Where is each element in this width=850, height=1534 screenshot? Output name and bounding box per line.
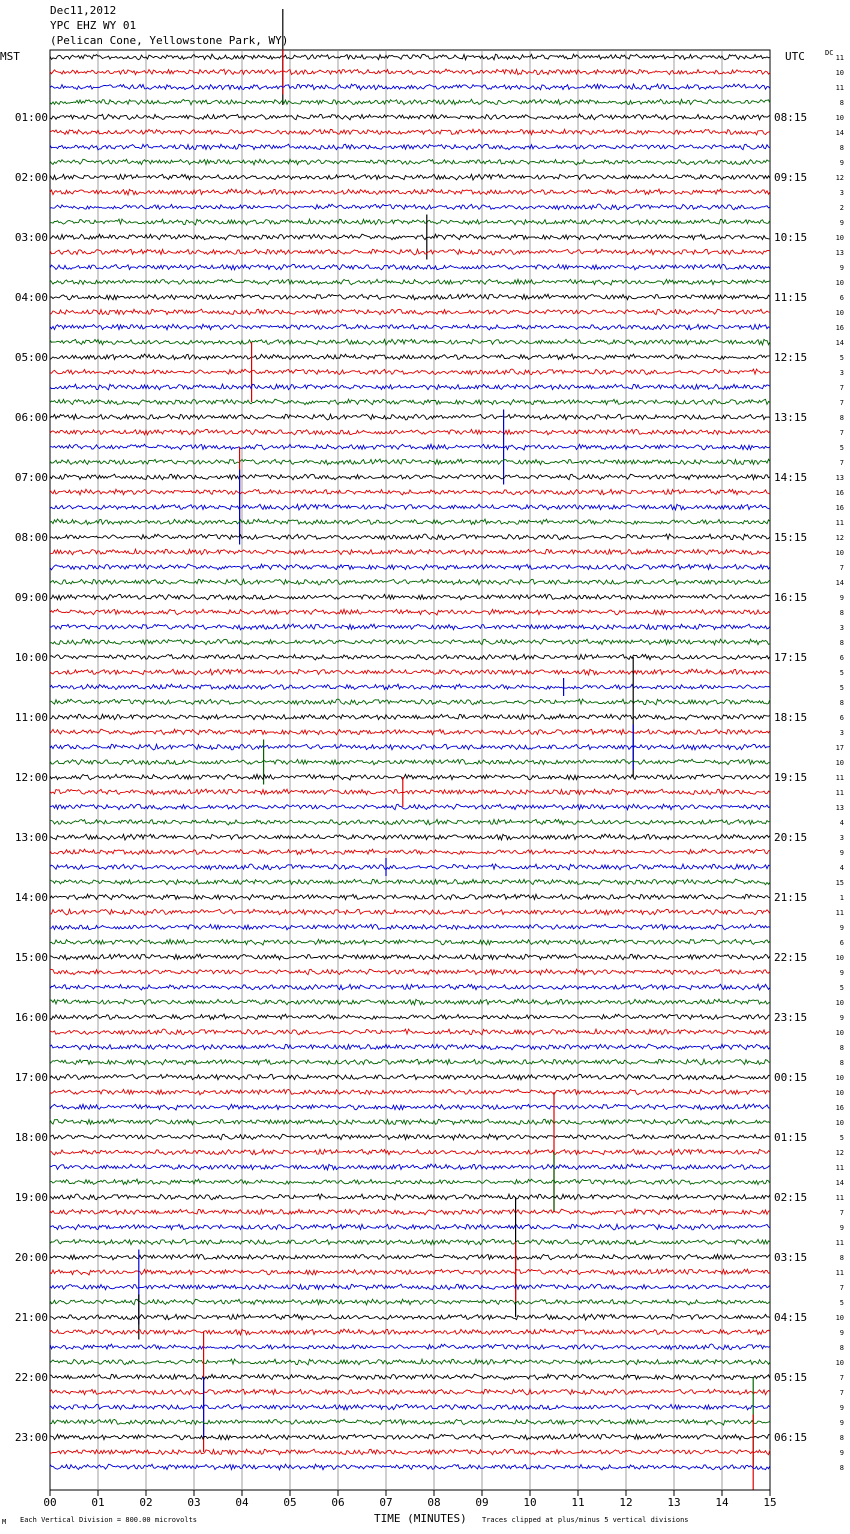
trace-row-26: [50, 444, 770, 450]
utc-hour-label-05:15: 05:15: [774, 1371, 808, 1384]
dc-offset-row-29: 16: [835, 489, 844, 497]
trace-row-44: [50, 714, 770, 720]
dc-offset-row-70: 16: [835, 1104, 844, 1112]
dc-offset-row-82: 7: [839, 1284, 844, 1292]
utc-hour-label-11:15: 11:15: [774, 291, 808, 304]
trace-row-23: [50, 399, 770, 405]
mst-hour-label-02:00: 02:00: [14, 171, 48, 184]
trace-row-17: [50, 309, 770, 315]
dc-offset-row-72: 5: [839, 1134, 844, 1142]
dc-offset-row-20: 5: [839, 354, 844, 362]
dc-offset-row-15: 10: [835, 279, 844, 287]
mst-hour-label-15:00: 15:00: [14, 951, 48, 964]
dc-offset-row-91: 9: [839, 1419, 844, 1427]
dc-offset-row-38: 3: [839, 624, 844, 632]
dc-offset-row-89: 7: [839, 1389, 844, 1397]
utc-hour-label-23:15: 23:15: [774, 1011, 808, 1024]
trace-row-30: [50, 504, 770, 510]
trace-row-12: [50, 234, 770, 240]
dc-offset-row-60: 10: [835, 954, 844, 962]
dc-offset-row-58: 9: [839, 924, 844, 932]
mst-hour-label-13:00: 13:00: [14, 831, 48, 844]
dc-offset-row-74: 11: [835, 1164, 844, 1172]
mst-hour-label-07:00: 07:00: [14, 471, 48, 484]
trace-row-9: [50, 189, 770, 195]
mst-label: MST: [0, 50, 20, 63]
x-tick-label-03: 03: [187, 1496, 201, 1509]
trace-row-19: [50, 339, 770, 345]
dc-offset-row-22: 7: [839, 384, 844, 392]
dc-offset-row-88: 7: [839, 1374, 844, 1382]
dc-offset-row-56: 1: [839, 894, 844, 902]
trace-row-78: [50, 1224, 770, 1230]
trace-row-43: [50, 699, 770, 705]
dc-offset-row-86: 8: [839, 1344, 844, 1352]
utc-hour-label-14:15: 14:15: [774, 471, 808, 484]
dc-offset-row-41: 5: [839, 669, 844, 677]
dc-offset-row-30: 16: [835, 504, 844, 512]
x-tick-label-09: 09: [475, 1496, 489, 1509]
trace-row-56: [50, 894, 770, 900]
utc-hour-label-15:15: 15:15: [774, 531, 808, 544]
dc-offset-row-66: 8: [839, 1044, 844, 1052]
trace-row-4: [50, 114, 770, 120]
dc-offset-row-51: 4: [839, 819, 844, 827]
x-tick-label-06: 06: [331, 1496, 345, 1509]
dc-offset-row-13: 13: [835, 249, 844, 257]
dc-offset-row-59: 6: [839, 939, 844, 947]
mst-hour-label-16:00: 16:00: [14, 1011, 48, 1024]
trace-row-75: [50, 1179, 770, 1185]
trace-row-36: [50, 594, 770, 599]
trace-row-85: [50, 1329, 770, 1335]
footer-mark: M: [2, 1518, 7, 1526]
trace-row-39: [50, 639, 770, 645]
dc-offset-row-35: 14: [835, 579, 844, 587]
x-tick-label-07: 07: [379, 1496, 393, 1509]
x-tick-label-11: 11: [571, 1496, 585, 1509]
mst-hour-label-19:00: 19:00: [14, 1191, 48, 1204]
trace-row-6: [50, 144, 770, 150]
trace-row-37: [50, 609, 770, 615]
dc-offset-row-6: 8: [839, 144, 844, 152]
trace-row-51: [50, 819, 770, 825]
trace-row-15: [50, 279, 770, 285]
dc-offset-row-18: 16: [835, 324, 844, 332]
dc-offset-row-12: 10: [835, 234, 844, 242]
utc-hour-label-04:15: 04:15: [774, 1311, 808, 1324]
mst-hour-label-01:00: 01:00: [14, 111, 48, 124]
trace-row-64: [50, 1014, 770, 1019]
utc-hour-label-02:15: 02:15: [774, 1191, 808, 1204]
trace-row-57: [50, 909, 770, 915]
utc-hour-label-13:15: 13:15: [774, 411, 808, 424]
x-tick-label-00: 00: [43, 1496, 57, 1509]
trace-row-45: [50, 729, 770, 735]
trace-row-68: [50, 1074, 770, 1080]
dc-offset-row-53: 9: [839, 849, 844, 857]
trace-row-76: [50, 1194, 770, 1200]
dc-label: DC: [825, 49, 834, 57]
dc-offset-row-34: 7: [839, 564, 844, 572]
trace-row-60: [50, 954, 770, 960]
trace-row-33: [50, 549, 770, 555]
x-tick-label-05: 05: [283, 1496, 297, 1509]
mst-hour-label-12:00: 12:00: [14, 771, 48, 784]
dc-offset-row-94: 8: [839, 1464, 844, 1472]
scale-note: Each Vertical Division = 800.00 microvolts: [20, 1516, 198, 1524]
dc-offset-row-47: 10: [835, 759, 844, 767]
dc-offset-row-65: 10: [835, 1029, 844, 1037]
x-tick-label-01: 01: [91, 1496, 105, 1509]
dc-offset-row-90: 9: [839, 1404, 844, 1412]
dc-offset-row-78: 9: [839, 1224, 844, 1232]
dc-offset-row-37: 8: [839, 609, 844, 617]
dc-offset-row-26: 5: [839, 444, 844, 452]
dc-offset-row-52: 3: [839, 834, 844, 842]
dc-offset-row-85: 9: [839, 1329, 844, 1337]
trace-row-73: [50, 1149, 770, 1155]
mst-hour-label-08:00: 08:00: [14, 531, 48, 544]
dc-offset-row-5: 14: [835, 129, 844, 137]
trace-row-54: [50, 864, 770, 870]
trace-row-10: [50, 204, 770, 210]
dc-offset-row-63: 10: [835, 999, 844, 1007]
dc-offset-row-24: 8: [839, 414, 844, 422]
utc-hour-label-22:15: 22:15: [774, 951, 808, 964]
clip-note: Traces clipped at plus/minus 5 vertical divisions: [482, 1516, 689, 1524]
trace-row-8: [50, 174, 770, 180]
mst-hour-label-03:00: 03:00: [14, 231, 48, 244]
dc-offset-row-77: 7: [839, 1209, 844, 1217]
dc-offset-row-23: 7: [839, 399, 844, 407]
trace-row-0: [50, 54, 770, 60]
x-tick-label-15: 15: [763, 1496, 777, 1509]
trace-row-24: [50, 414, 770, 420]
trace-row-69: [50, 1089, 770, 1095]
dc-offset-row-16: 6: [839, 294, 844, 302]
trace-row-42: [50, 684, 770, 690]
mst-hour-label-09:00: 09:00: [14, 591, 48, 604]
trace-row-28: [50, 474, 770, 480]
dc-offset-row-80: 8: [839, 1254, 844, 1262]
date-title: Dec11,2012: [50, 4, 117, 17]
utc-hour-label-18:15: 18:15: [774, 711, 808, 724]
trace-row-84: [50, 1314, 770, 1320]
trace-row-48: [50, 774, 770, 780]
dc-offset-row-8: 12: [835, 174, 844, 182]
trace-row-13: [50, 249, 770, 255]
x-tick-label-13: 13: [667, 1496, 681, 1509]
dc-offset-row-36: 9: [839, 594, 844, 602]
dc-offset-row-2: 11: [835, 84, 844, 92]
trace-row-46: [50, 744, 770, 750]
station-title: YPC EHZ WY 01: [50, 19, 137, 32]
x-tick-label-14: 14: [715, 1496, 729, 1509]
trace-row-18: [50, 324, 770, 330]
dc-offset-row-28: 13: [835, 474, 844, 482]
mst-hour-label-18:00: 18:00: [14, 1131, 48, 1144]
dc-offset-row-14: 9: [839, 264, 844, 272]
utc-hour-label-16:15: 16:15: [774, 591, 808, 604]
trace-row-7: [50, 159, 770, 165]
trace-row-52: [50, 834, 770, 840]
dc-offset-row-9: 3: [839, 189, 844, 197]
trace-row-70: [50, 1104, 770, 1110]
trace-row-21: [50, 369, 770, 375]
trace-row-58: [50, 924, 770, 930]
mst-hour-label-23:00: 23:00: [14, 1431, 48, 1444]
trace-row-5: [50, 129, 770, 135]
dc-offset-row-0: 11: [835, 54, 844, 62]
mst-hour-label-17:00: 17:00: [14, 1071, 48, 1084]
dc-offset-row-54: 4: [839, 864, 844, 872]
dc-offset-row-84: 10: [835, 1314, 844, 1322]
trace-row-47: [50, 759, 770, 765]
trace-row-89: [50, 1389, 770, 1395]
trace-row-61: [50, 969, 770, 975]
dc-offset-row-62: 5: [839, 984, 844, 992]
dc-offset-row-67: 8: [839, 1059, 844, 1067]
dc-offset-row-19: 14: [835, 339, 844, 347]
trace-row-40: [50, 654, 770, 660]
trace-row-59: [50, 939, 770, 945]
trace-row-91: [50, 1419, 770, 1425]
trace-row-93: [50, 1449, 770, 1455]
dc-offset-row-55: 15: [835, 879, 844, 887]
location-title: (Pelican Cone, Yellowstone Park, WY): [50, 34, 289, 47]
trace-row-16: [50, 294, 770, 300]
trace-row-2: [50, 84, 770, 90]
utc-hour-label-19:15: 19:15: [774, 771, 808, 784]
utc-hour-label-17:15: 17:15: [774, 651, 808, 664]
trace-row-79: [50, 1239, 770, 1245]
trace-row-65: [50, 1029, 770, 1035]
mst-hour-label-10:00: 10:00: [14, 651, 48, 664]
trace-row-31: [50, 519, 770, 525]
trace-row-20: [50, 354, 770, 360]
utc-hour-label-03:15: 03:15: [774, 1251, 808, 1264]
mst-hour-label-14:00: 14:00: [14, 891, 48, 904]
trace-row-90: [50, 1404, 770, 1410]
trace-row-74: [50, 1164, 770, 1170]
dc-offset-row-69: 10: [835, 1089, 844, 1097]
trace-row-71: [50, 1119, 770, 1125]
dc-offset-row-93: 9: [839, 1449, 844, 1457]
trace-row-86: [50, 1344, 770, 1350]
dc-offset-row-68: 10: [835, 1074, 844, 1082]
dc-offset-row-57: 11: [835, 909, 844, 917]
trace-row-92: [50, 1434, 770, 1440]
utc-hour-label-10:15: 10:15: [774, 231, 808, 244]
trace-row-25: [50, 429, 770, 434]
mst-hour-label-21:00: 21:00: [14, 1311, 48, 1324]
trace-row-27: [50, 459, 770, 465]
x-tick-label-12: 12: [619, 1496, 633, 1509]
dc-offset-row-79: 11: [835, 1239, 844, 1247]
trace-row-1: [50, 69, 770, 75]
trace-row-62: [50, 984, 770, 990]
mst-hour-label-04:00: 04:00: [14, 291, 48, 304]
utc-hour-label-00:15: 00:15: [774, 1071, 808, 1084]
trace-row-34: [50, 564, 770, 570]
dc-offset-row-49: 11: [835, 789, 844, 797]
trace-row-94: [50, 1464, 770, 1470]
dc-offset-row-43: 8: [839, 699, 844, 707]
dc-offset-row-76: 11: [835, 1194, 844, 1202]
trace-row-35: [50, 579, 770, 585]
trace-row-14: [50, 264, 770, 269]
dc-offset-row-75: 14: [835, 1179, 844, 1187]
x-tick-label-08: 08: [427, 1496, 441, 1509]
dc-offset-row-17: 10: [835, 309, 844, 317]
dc-offset-row-64: 9: [839, 1014, 844, 1022]
dc-offset-row-40: 6: [839, 654, 844, 662]
dc-offset-row-27: 7: [839, 459, 844, 467]
dc-offset-row-25: 7: [839, 429, 844, 437]
trace-row-83: [50, 1299, 770, 1305]
x-tick-label-04: 04: [235, 1496, 249, 1509]
dc-offset-row-3: 8: [839, 99, 844, 107]
dc-offset-row-42: 5: [839, 684, 844, 692]
dc-offset-row-46: 17: [835, 744, 844, 752]
trace-row-53: [50, 849, 770, 854]
trace-row-55: [50, 879, 770, 885]
mst-hour-label-06:00: 06:00: [14, 411, 48, 424]
trace-row-88: [50, 1374, 770, 1380]
trace-row-80: [50, 1254, 770, 1260]
dc-offset-row-81: 11: [835, 1269, 844, 1277]
dc-offset-row-92: 8: [839, 1434, 844, 1442]
dc-offset-row-71: 10: [835, 1119, 844, 1127]
dc-offset-row-73: 12: [835, 1149, 844, 1157]
trace-row-32: [50, 534, 770, 540]
x-axis-title: TIME (MINUTES): [374, 1512, 467, 1525]
dc-offset-row-48: 11: [835, 774, 844, 782]
x-tick-label-10: 10: [523, 1496, 537, 1509]
dc-offset-row-45: 3: [839, 729, 844, 737]
trace-row-87: [50, 1359, 770, 1365]
trace-row-22: [50, 384, 770, 390]
dc-offset-row-7: 9: [839, 159, 844, 167]
utc-hour-label-20:15: 20:15: [774, 831, 808, 844]
trace-row-66: [50, 1044, 770, 1050]
dc-offset-row-87: 10: [835, 1359, 844, 1367]
trace-row-63: [50, 999, 770, 1005]
mst-hour-label-05:00: 05:00: [14, 351, 48, 364]
trace-row-29: [50, 489, 770, 495]
dc-offset-row-44: 6: [839, 714, 844, 722]
dc-offset-row-32: 12: [835, 534, 844, 542]
utc-hour-label-01:15: 01:15: [774, 1131, 808, 1144]
dc-offset-row-33: 10: [835, 549, 844, 557]
trace-row-82: [50, 1284, 770, 1290]
trace-row-67: [50, 1059, 770, 1065]
utc-hour-label-12:15: 12:15: [774, 351, 808, 364]
trace-row-77: [50, 1209, 770, 1215]
dc-offset-row-83: 5: [839, 1299, 844, 1307]
utc-hour-label-09:15: 09:15: [774, 171, 808, 184]
trace-row-81: [50, 1269, 770, 1275]
dc-offset-row-39: 8: [839, 639, 844, 647]
utc-hour-label-06:15: 06:15: [774, 1431, 808, 1444]
mst-hour-label-11:00: 11:00: [14, 711, 48, 724]
dc-offset-row-1: 10: [835, 69, 844, 77]
dc-offset-row-61: 9: [839, 969, 844, 977]
utc-hour-label-21:15: 21:15: [774, 891, 808, 904]
trace-row-49: [50, 789, 770, 795]
mst-hour-label-20:00: 20:00: [14, 1251, 48, 1264]
x-tick-label-02: 02: [139, 1496, 153, 1509]
dc-offset-row-50: 13: [835, 804, 844, 812]
trace-row-41: [50, 669, 770, 675]
trace-row-11: [50, 219, 770, 225]
utc-label: UTC: [785, 50, 805, 63]
dc-offset-row-11: 9: [839, 219, 844, 227]
utc-hour-label-08:15: 08:15: [774, 111, 808, 124]
dc-offset-row-31: 11: [835, 519, 844, 527]
trace-row-38: [50, 624, 770, 630]
trace-row-72: [50, 1134, 770, 1140]
dc-offset-row-21: 3: [839, 369, 844, 377]
trace-row-50: [50, 804, 770, 810]
dc-offset-row-4: 10: [835, 114, 844, 122]
trace-row-3: [50, 99, 770, 105]
dc-offset-row-10: 2: [839, 204, 844, 212]
mst-hour-label-22:00: 22:00: [14, 1371, 48, 1384]
